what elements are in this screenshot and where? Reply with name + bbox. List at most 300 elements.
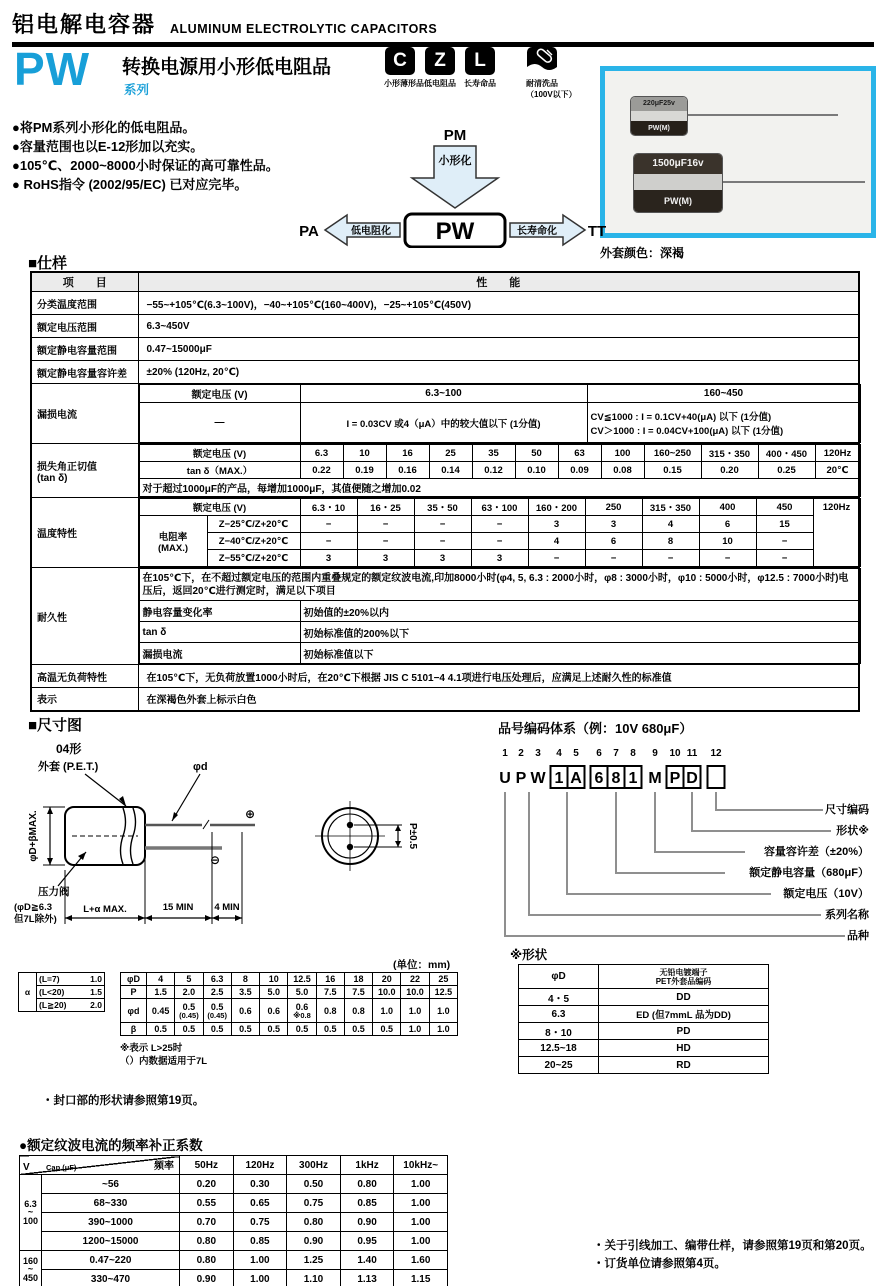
- endurance-subtable: [139, 568, 861, 664]
- cell: 0.75: [287, 1194, 341, 1213]
- cell: 100: [601, 445, 644, 462]
- row-label: 额定静电容量范围: [31, 338, 138, 361]
- cell: −: [699, 550, 756, 567]
- series-label: 系列: [124, 83, 150, 97]
- pn-char: 8: [611, 770, 621, 787]
- cell: [37, 986, 105, 999]
- cell: 35・50: [414, 499, 471, 516]
- cell: 初始标准值的200%以下: [300, 622, 860, 643]
- cell: 1.0: [401, 1023, 429, 1036]
- table-row: [31, 361, 859, 384]
- feature-item: ●容量范围也以E-12形加以充实。: [12, 139, 204, 154]
- col-header-perf: 性 能: [138, 272, 859, 292]
- cell: 1.60: [394, 1251, 448, 1270]
- diagram-pa-label: PA: [299, 223, 319, 240]
- pn-char: 6: [594, 770, 604, 787]
- cell: 10: [343, 445, 386, 462]
- cell: 0.85: [340, 1194, 394, 1213]
- capacitor-series-print: PW(M): [631, 121, 687, 135]
- table-row: [31, 444, 859, 498]
- badge-label: 小形薄形品: [384, 79, 424, 88]
- tan-note: 对于超过1000μF的产品，每增加1000μF，其值便随之增加0.02: [139, 479, 860, 497]
- col-header: 1kHz: [340, 1156, 394, 1175]
- digit-index: 1: [502, 748, 508, 759]
- cell: Z−25℃/Z+20℃: [207, 516, 300, 533]
- col-header: [599, 965, 769, 989]
- table-row: [20, 1251, 448, 1270]
- voltage-group: 160 ~ 450: [20, 1251, 42, 1286]
- digit-index: 3: [535, 748, 541, 759]
- badge-low-impedance: [424, 47, 456, 89]
- seal-note: ・封口部的形状请参照第19页。: [42, 1095, 205, 1107]
- cell: PD: [599, 1023, 769, 1040]
- table-row: [20, 1194, 448, 1213]
- cell: ±20% (120Hz, 20℃): [138, 361, 859, 384]
- cell: 0.25: [758, 462, 815, 479]
- digit-index: 9: [652, 748, 658, 759]
- pn-char: W: [530, 770, 546, 787]
- col-header: 120Hz: [233, 1156, 287, 1175]
- table-row: [139, 462, 860, 479]
- badge-label-2: （100V以下）: [526, 90, 577, 99]
- cell: 在105℃下，无负荷放置1000小时后，在20℃下根据 JIS C 5101−4 4.1项进行电压处理后，应满足上述耐久性的标准值: [138, 665, 859, 688]
- table-row: [139, 516, 860, 533]
- cell: 10.0: [401, 986, 429, 999]
- table-row: [519, 1057, 769, 1074]
- cell: 0.5: [288, 1023, 316, 1036]
- cell: DD: [599, 989, 769, 1006]
- long-life-icon: L: [465, 47, 495, 75]
- cell: 3: [300, 550, 357, 567]
- cell: 10: [260, 973, 288, 986]
- cell: 0.20: [701, 462, 758, 479]
- cell: 1.00: [394, 1213, 448, 1232]
- cell: 0.5: [373, 1023, 401, 1036]
- cell: 0.80: [340, 1175, 394, 1194]
- cell: 1.13: [340, 1270, 394, 1286]
- dim-note-2: （）内数据适用于7L: [120, 1056, 208, 1067]
- cell: 35: [472, 445, 515, 462]
- series-subtitle: 转换电源用小形低电阻品: [122, 57, 332, 78]
- cell: −55~+105℃(6.3~100V)，−40~+105℃(160~400V)，−25~+105℃(450V): [138, 292, 859, 315]
- cell: 15: [756, 516, 813, 533]
- table-row: [139, 622, 860, 643]
- digit-index: 10: [669, 748, 681, 759]
- cell: −: [756, 533, 813, 550]
- impedance-label-1: 电阻率: [158, 531, 188, 543]
- pn-legend: 形状※: [836, 824, 869, 837]
- cell: 1.0: [373, 999, 401, 1023]
- cell: 8: [231, 973, 259, 986]
- cell: −: [414, 533, 471, 550]
- cell: 6.3~450V: [138, 315, 859, 338]
- cell: 250: [585, 499, 642, 516]
- cell: 0.30: [233, 1175, 287, 1194]
- cell: 6.3: [203, 973, 231, 986]
- lead-length-dim-label: 15 MIN: [162, 902, 194, 913]
- table-row: [20, 1232, 448, 1251]
- cell: 12.5: [429, 986, 457, 999]
- cell: 160~250: [644, 445, 701, 462]
- digit-index: 8: [630, 748, 636, 759]
- cell: 0.55: [180, 1194, 234, 1213]
- diagram-pm-label: PM: [443, 127, 467, 144]
- cell: 0.16: [386, 462, 429, 479]
- cell: 7.5: [344, 986, 372, 999]
- cell: 1.0: [401, 999, 429, 1023]
- feature-item: ●105℃、2000~8000小时保证的高可靠性品。: [12, 158, 279, 173]
- digit-index: 11: [686, 748, 698, 759]
- pn-legend: 额定电压（10V）: [783, 887, 869, 900]
- table-row: [31, 292, 859, 315]
- cell: 0.22: [300, 462, 343, 479]
- capacitor-print: 220μF25v: [631, 97, 687, 111]
- cell: 12.5: [288, 973, 316, 986]
- table-row: [121, 986, 458, 999]
- cell: tan δ（MAX.）: [139, 462, 300, 479]
- cell: I = 0.03CV 或4（μA）中的较大值以下 (1分值): [300, 403, 587, 443]
- partnumber-diagram: [497, 742, 877, 960]
- row-label: φd: [121, 999, 147, 1023]
- pn-char: 1: [628, 770, 638, 787]
- row-label: 表示: [31, 688, 138, 711]
- cell: 0.5: [316, 1023, 344, 1036]
- capacitor-big: [633, 153, 723, 213]
- alpha-label: α: [19, 973, 37, 1012]
- cell: 0.5 (0.45): [175, 999, 203, 1023]
- cell: 18: [344, 973, 372, 986]
- page-title-en: ALUMINUM ELECTROLYTIC CAPACITORS: [170, 22, 438, 36]
- cell: 6.3: [300, 445, 343, 462]
- cell: 0.50: [287, 1175, 341, 1194]
- cell: 8・10: [519, 1023, 599, 1040]
- cell: 16: [386, 445, 429, 462]
- cell: −: [357, 533, 414, 550]
- digit-index: 4: [556, 748, 562, 759]
- cell: 0.8: [316, 999, 344, 1023]
- cell: 0.90: [340, 1213, 394, 1232]
- cell: 4: [147, 973, 175, 986]
- table-row: [139, 643, 860, 664]
- cell: 0.6: [260, 999, 288, 1023]
- table-row: [519, 965, 769, 989]
- cell: 20℃: [815, 462, 860, 479]
- endurance-intro: 在105℃下，在不超过额定电压的范围内重叠规定的额定纹波电流,印加8000小时(φ4, 5, 6.3 : 2000小时，φ8 : 3000小时，φ10 : 5000小时，φ12.5 : 7000小时)电压后，返回20℃进行测定时，满足以下项目: [139, 569, 860, 601]
- cell: 0.5: [147, 1023, 175, 1036]
- shape-header-1: 无铅电镀端子: [659, 967, 708, 977]
- cell: 额定电压 (V): [139, 385, 300, 403]
- row-label: 耐久性: [31, 568, 138, 665]
- cell: 0.5: [231, 1023, 259, 1036]
- alpha-val: 1.0: [90, 974, 102, 984]
- pn-legend: 尺寸编码: [825, 803, 869, 816]
- cell: 315・350: [701, 445, 758, 462]
- badge-label: 耐清洗品: [526, 79, 558, 88]
- leakage-subtable-cell: [138, 384, 859, 444]
- row-label: φD: [121, 973, 147, 986]
- cell: 在深褐色外套上标示白色: [138, 688, 859, 711]
- cell: 3: [357, 550, 414, 567]
- table-row: [139, 601, 860, 622]
- table-row: [31, 568, 859, 665]
- pn-char: D: [686, 770, 698, 787]
- partnumber-title: 品号编码体系（例：10V 680μF）: [498, 721, 693, 736]
- cell: −: [300, 516, 357, 533]
- badge-compact: [384, 47, 424, 89]
- cell: 漏损电流: [139, 643, 300, 664]
- cell: 初始值的±20%以内: [300, 601, 860, 622]
- leakage-formula-2: CV＞1000 : I = 0.04CV+100(μA) 以下 (1分值): [590, 425, 784, 437]
- table-row: [20, 1156, 448, 1175]
- sleeve-label: 外套 (P.E.T.): [38, 761, 99, 773]
- cap-range: 0.47~220: [42, 1251, 180, 1270]
- cell: 3: [528, 516, 585, 533]
- cell: 1.5: [147, 986, 175, 999]
- polarity-minus: ⊖: [209, 853, 221, 867]
- cell: 0.5: [175, 1023, 203, 1036]
- alpha-cond: (L<20): [39, 987, 65, 997]
- feature-item: ●将PM系列小形化的低电阻品。: [12, 120, 196, 135]
- spec-table: [30, 271, 860, 712]
- cell: 1.0: [429, 1023, 457, 1036]
- alpha-table: [18, 972, 105, 1012]
- table-row: [139, 385, 860, 403]
- cell: 0.09: [558, 462, 601, 479]
- corner-voltage-label: V: [23, 1162, 30, 1173]
- alpha-val: 2.0: [90, 999, 102, 1010]
- cell: 5.0: [288, 986, 316, 999]
- low-impedance-icon: Z: [425, 47, 455, 75]
- cell: 1.15: [394, 1270, 448, 1286]
- compact-icon: C: [385, 47, 415, 75]
- footer-note-2: ・订货单位请参照第4页。: [593, 1258, 726, 1270]
- cell: 0.5: [260, 1023, 288, 1036]
- digit-index: 2: [518, 748, 524, 759]
- table-row: [121, 1023, 458, 1036]
- cell: 0.90: [180, 1270, 234, 1286]
- digit-index: 6: [596, 748, 602, 759]
- cell: 160・200: [528, 499, 585, 516]
- lead-tip-dim-label: 4 MIN: [214, 902, 240, 913]
- badge-label: 低电阻品: [424, 79, 456, 88]
- down-arrow-label: 小形化: [438, 155, 472, 167]
- cell: 3: [585, 516, 642, 533]
- table-row: [121, 999, 458, 1023]
- cell: 4: [528, 533, 585, 550]
- digit-index: 12: [710, 748, 722, 759]
- cell: [37, 973, 105, 986]
- digit-index: 5: [573, 748, 579, 759]
- lead-wire: [723, 181, 865, 183]
- cell: 0.47~15000μF: [138, 338, 859, 361]
- cell: −: [642, 550, 699, 567]
- cell: 0.6: [231, 999, 259, 1023]
- cell: 6: [699, 516, 756, 533]
- cell: 0.5: [203, 1023, 231, 1036]
- polarity-plus: ⊕: [244, 807, 256, 821]
- table-row: [139, 499, 860, 516]
- cell: 3: [471, 550, 528, 567]
- pn-char: P: [669, 770, 681, 787]
- series-code: PW: [14, 43, 91, 95]
- dimension-table: [120, 972, 458, 1036]
- capacitor-small: [630, 96, 688, 136]
- cell: 0.10: [515, 462, 558, 479]
- cell: −: [756, 550, 813, 567]
- cell: 1.00: [394, 1194, 448, 1213]
- tempchar-subtable: [139, 498, 861, 567]
- cell: 4・5: [519, 989, 599, 1006]
- cell: RD: [599, 1057, 769, 1074]
- cell: 0.12: [472, 462, 515, 479]
- cell: 6.3~100: [300, 385, 587, 403]
- table-row: [519, 1040, 769, 1057]
- row-label: 高温无负荷特性: [31, 665, 138, 688]
- cell: 5.0: [260, 986, 288, 999]
- pn-legend: 品种: [847, 929, 869, 942]
- cell: 5: [175, 973, 203, 986]
- col-header-item: 项 目: [31, 272, 138, 292]
- table-row: [31, 338, 859, 361]
- cell: 400・450: [758, 445, 815, 462]
- tan-subtable-cell: [138, 444, 859, 498]
- cell: 7.5: [316, 986, 344, 999]
- col-header: 50Hz: [180, 1156, 234, 1175]
- cell: 0.19: [343, 462, 386, 479]
- vent-note-2: 但7L除外): [14, 914, 57, 925]
- right-arrow-label: 长寿命化: [517, 226, 557, 237]
- cell: 0.85: [233, 1232, 287, 1251]
- cell: 0.6 ※0.8: [288, 999, 316, 1023]
- cell: 450: [756, 499, 813, 516]
- diagram-tt-label: TT: [587, 223, 607, 240]
- cell: 0.14: [429, 462, 472, 479]
- pitch-dim-label: P±0.5: [407, 822, 418, 850]
- cell: 0.80: [180, 1232, 234, 1251]
- table-row: [20, 1175, 448, 1194]
- cell: 20: [373, 973, 401, 986]
- cell: ED (但7mmL 品为DD): [599, 1006, 769, 1023]
- col-header: φD: [519, 965, 599, 989]
- cell: 额定电压 (V): [139, 445, 300, 462]
- cell: 120Hz: [815, 445, 860, 462]
- row-label: 漏损电流: [31, 384, 138, 444]
- cell: 2.0: [175, 986, 203, 999]
- cell: 1.00: [394, 1175, 448, 1194]
- cell: 3.5: [231, 986, 259, 999]
- cell: 120Hz: [813, 499, 860, 567]
- pn-legend: 系列名称: [825, 908, 869, 921]
- cell: −: [357, 516, 414, 533]
- row-label: [31, 444, 138, 498]
- body-dia-label: φD+βMAX.: [28, 810, 39, 862]
- cell: 1.10: [287, 1270, 341, 1286]
- cell: 315・350: [642, 499, 699, 516]
- cell: −: [528, 550, 585, 567]
- cell: 1.40: [340, 1251, 394, 1270]
- sleeve-color-caption: 外套颜色：深褐: [600, 246, 685, 260]
- shape-header-2: PET外套品编码: [655, 976, 712, 986]
- cell: 16: [316, 973, 344, 986]
- cell: 12.5~18: [519, 1040, 599, 1057]
- cap-range: ~56: [42, 1175, 180, 1194]
- header-bar: [12, 8, 874, 47]
- corner-cap-label: Cap.(μF): [46, 1163, 77, 1172]
- cell: 0.75: [233, 1213, 287, 1232]
- cell: 25: [429, 973, 457, 986]
- cell: —: [139, 403, 300, 443]
- col-header: 10kHz~: [394, 1156, 448, 1175]
- impedance-label-2: (MAX.): [157, 542, 189, 554]
- alpha-cond: (L≧20): [39, 999, 67, 1010]
- pn-char: A: [570, 770, 582, 787]
- row-label: β: [121, 1023, 147, 1036]
- tempchar-subtable-cell: [138, 498, 859, 568]
- cell: −: [471, 533, 528, 550]
- leakage-formula-1: CV≦1000 : I = 0.1CV+40(μA) 以下 (1分值): [590, 411, 772, 423]
- case-type-label: 04形: [56, 742, 82, 756]
- shape-table: [518, 964, 769, 1074]
- table-row: [519, 989, 769, 1006]
- pn-char: M: [648, 770, 662, 787]
- digit-index: 7: [613, 748, 619, 759]
- table-row: [139, 403, 860, 443]
- table-row: [31, 384, 859, 444]
- table-row: [139, 479, 860, 497]
- length-dim-label: L+α MAX.: [83, 904, 127, 915]
- cell: −: [471, 516, 528, 533]
- tan-subtable: [139, 444, 861, 497]
- cell: 0.90: [287, 1232, 341, 1251]
- table-row: [31, 665, 859, 688]
- cell: 0.08: [601, 462, 644, 479]
- table-row: [519, 1023, 769, 1040]
- cell: 0.95: [340, 1232, 394, 1251]
- table-row: [31, 688, 859, 711]
- corner-cell: [20, 1156, 180, 1175]
- series-relation-diagram: [295, 126, 607, 248]
- col-header: 300Hz: [287, 1156, 341, 1175]
- cap-range: 68~330: [42, 1194, 180, 1213]
- cell: 0.70: [180, 1213, 234, 1232]
- cell: 1.0: [429, 999, 457, 1023]
- cell: 6.3: [519, 1006, 599, 1023]
- table-row: [31, 272, 859, 292]
- cap-range: 1200~15000: [42, 1232, 180, 1251]
- cell: 额定电压 (V): [139, 499, 300, 516]
- cell: 初始标准值以下: [300, 643, 860, 664]
- cell: 63・100: [471, 499, 528, 516]
- alpha-cond: (L=7): [39, 974, 60, 984]
- cell: 1.00: [233, 1251, 287, 1270]
- cell: 1.25: [287, 1251, 341, 1270]
- cell: 160~450: [587, 385, 860, 403]
- corner-freq-label: 频率: [154, 1161, 174, 1172]
- cell: tan δ: [139, 622, 300, 643]
- lead-dia-label: φd: [193, 761, 208, 773]
- table-row: [121, 973, 458, 986]
- pn-char: P: [515, 770, 527, 787]
- cell: 22: [401, 973, 429, 986]
- cell: 400: [699, 499, 756, 516]
- feature-list: [12, 118, 342, 194]
- row-label: 额定静电容量容许差: [31, 361, 138, 384]
- cell: 8: [642, 533, 699, 550]
- unit-note: (单位：mm): [393, 959, 451, 971]
- capacitor-print: 1500μF16v: [634, 154, 722, 174]
- cell: 0.5 (0.45): [203, 999, 231, 1023]
- footer-notes: [593, 1237, 872, 1273]
